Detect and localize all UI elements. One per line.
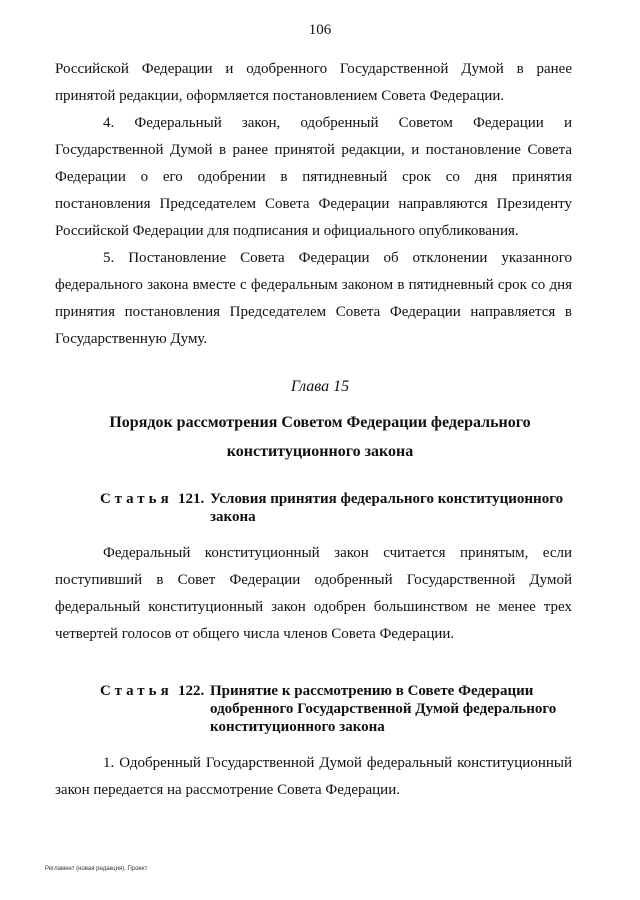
chapter-label: Глава 15 bbox=[290, 378, 350, 395]
chapter-title-line-1: Порядок рассмотрения Советом Федерации федерального bbox=[109, 414, 531, 431]
article-121-text: Федеральный конституционный закон считается принятым, если поступивший в Совет Федерации одобренный Государственной Думой федеральный конституционный закон одобрен большинством не менее трех четвертей голосов от общего числа членов Совета Федерации. bbox=[55, 545, 572, 642]
chapter-title-line-2: конституционного закона bbox=[226, 443, 414, 460]
paragraph-item-4: 4. Федеральный закон, одобренный Советом Федерации и Государственной Думой в ранее принятой редакции, и постановление Совета Федерации о его одобрении в пятидневный срок со дня принятия постановления Председателем Совета Федерации направляются Президенту Российской Федерации для подписания и официального опубликования. bbox=[55, 115, 572, 239]
page-number: 106 bbox=[308, 22, 332, 38]
article-number: 121. bbox=[178, 491, 205, 507]
footer-note: Регламент (новая редакция). Проект bbox=[45, 866, 148, 872]
article-122-text: 1. Одобренный Государственной Думой федеральный конституционный закон передается на рассмотрение Совета Федерации. bbox=[55, 755, 572, 798]
article-label: Статья bbox=[100, 683, 173, 699]
article-number: 122. bbox=[178, 683, 205, 699]
article-label: Статья bbox=[100, 491, 173, 507]
paragraph-item-5: 5. Постановление Совета Федерации об отклонении указанного федерального закона вместе с федеральным законом в пятидневный срок со дня принятия постановления Председателем Совета Федерации направляется в Государственную Думу. bbox=[55, 250, 572, 347]
paragraph-continuation: Российской Федерации и одобренного Государственной Думой в ранее принятой редакции, оформляется постановлением Совета Федерации. bbox=[55, 61, 572, 104]
article-title: Условия принятия федерального конституционного закона bbox=[210, 491, 564, 525]
article-title: Принятие к рассмотрению в Совете Федерации одобренного Государственной Думой федерального конституционного закона bbox=[210, 683, 557, 735]
